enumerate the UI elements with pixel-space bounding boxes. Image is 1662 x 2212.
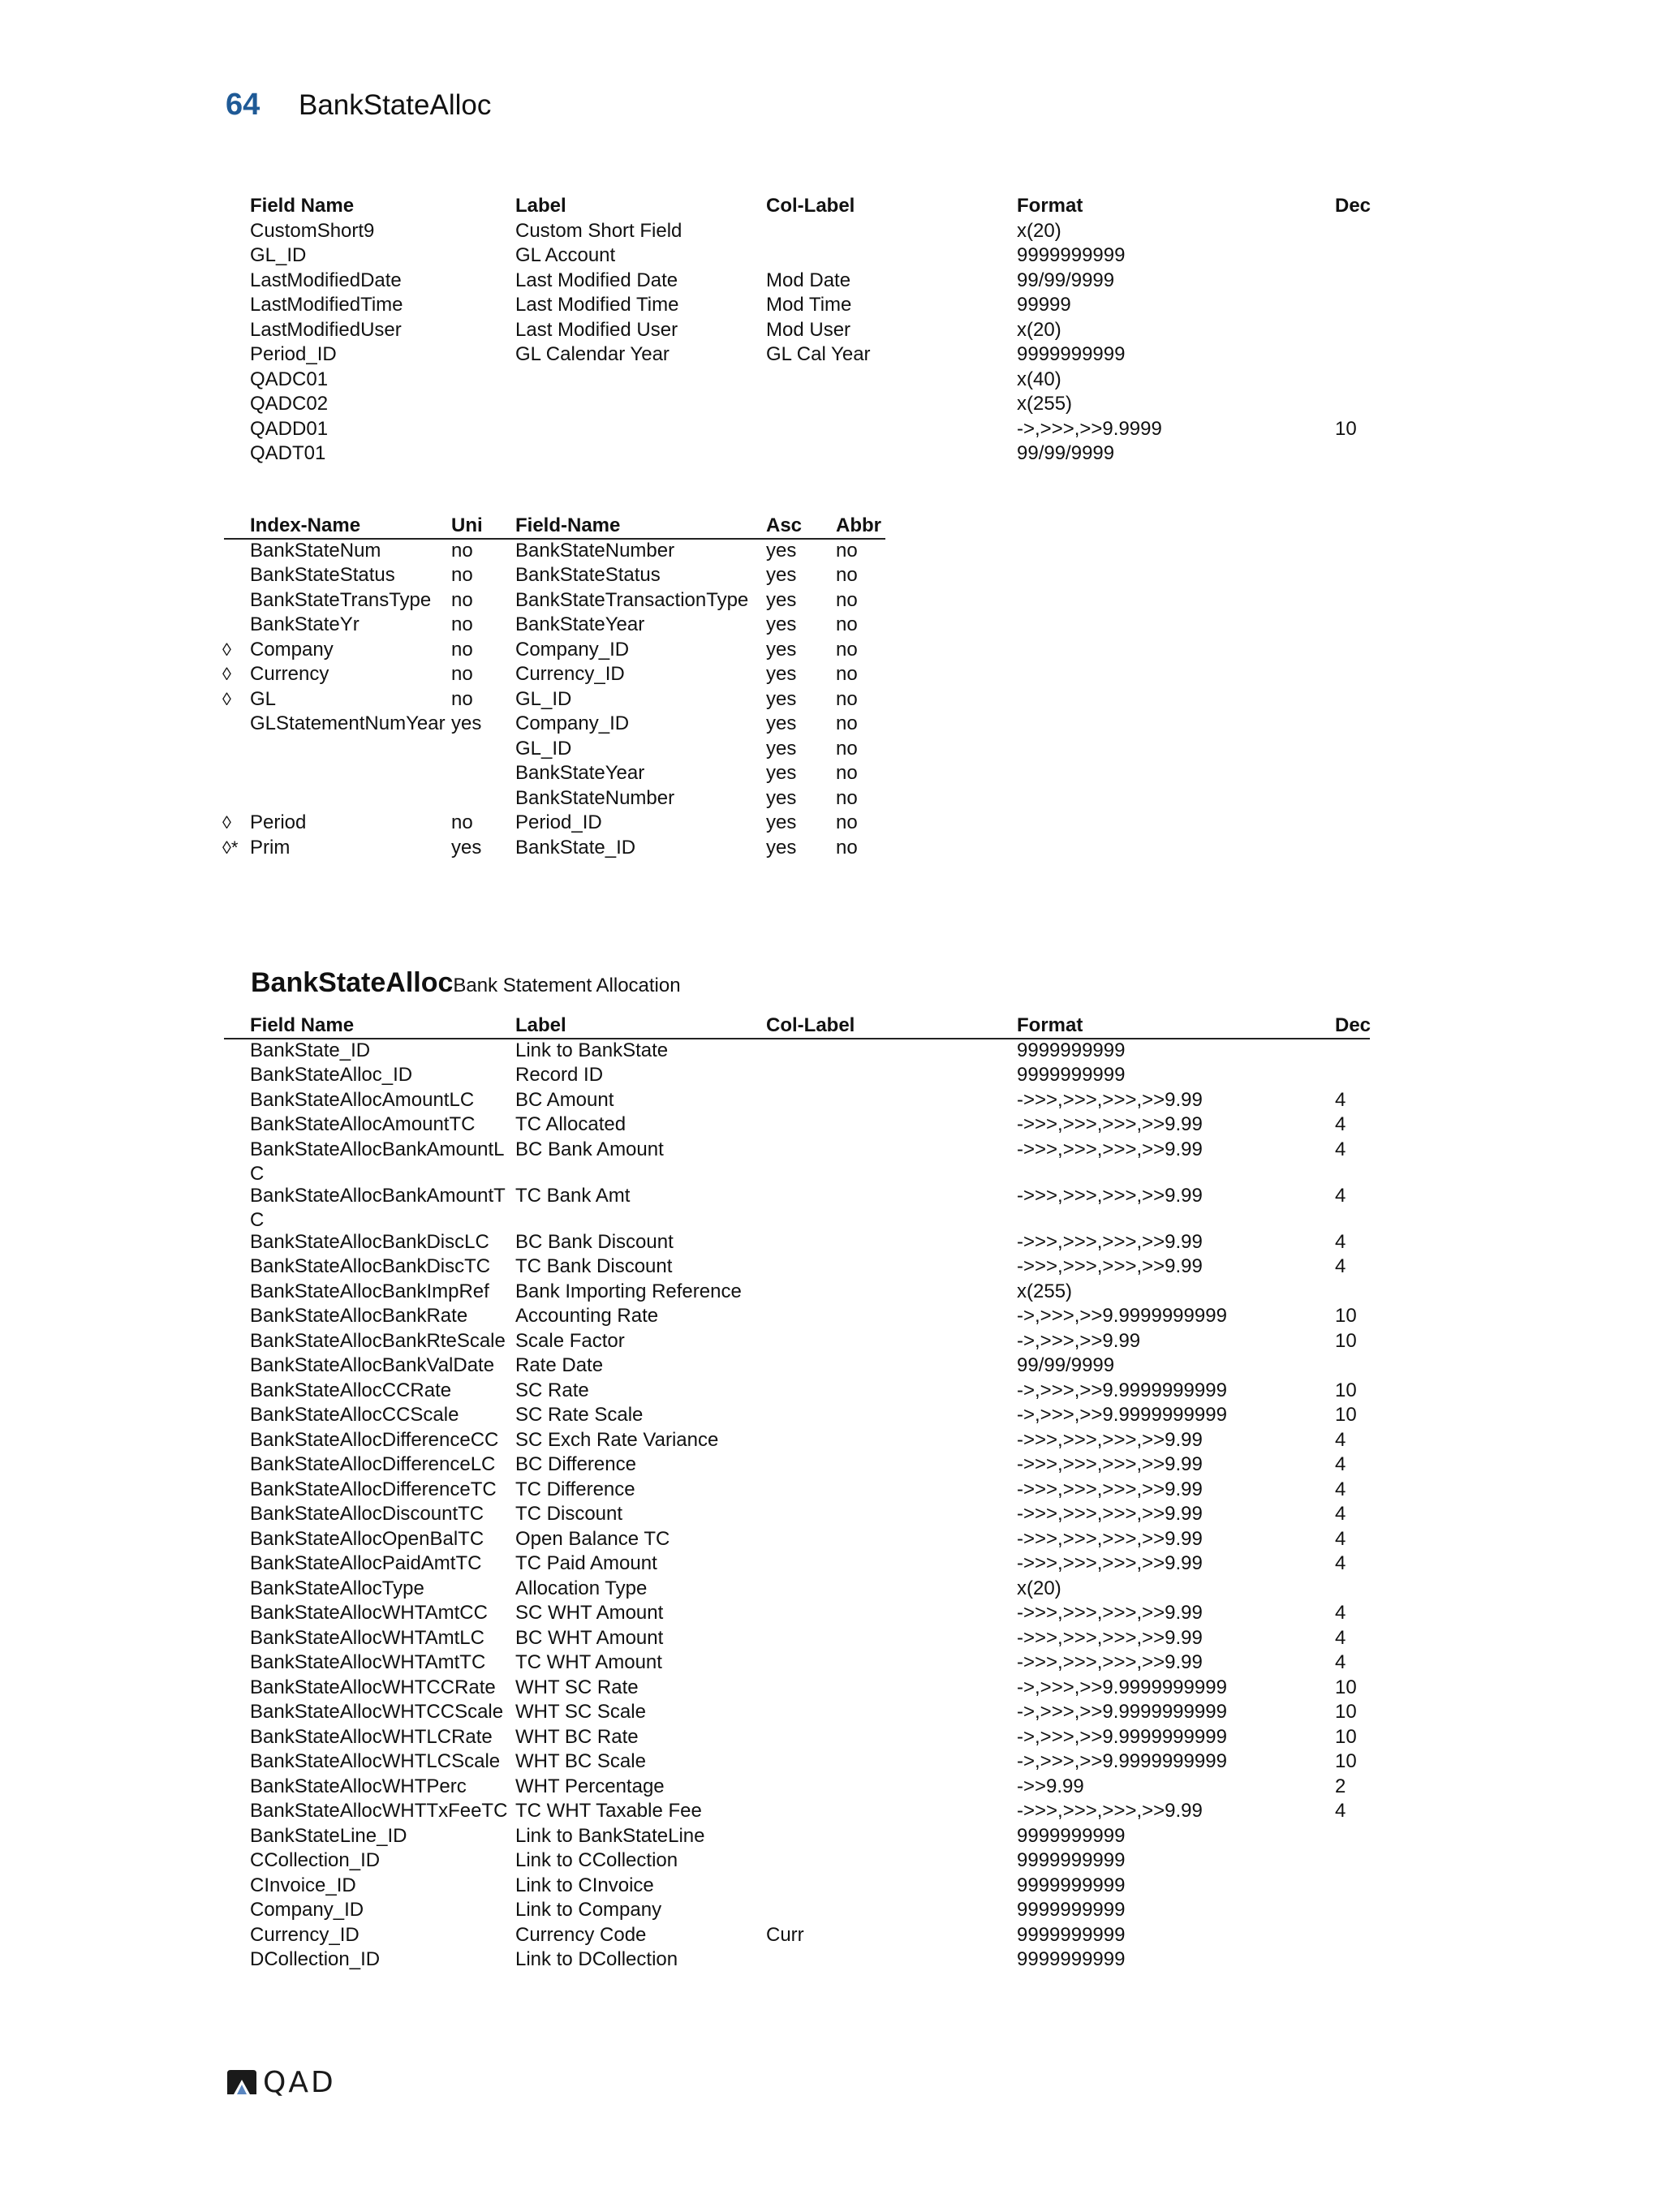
column-header: Field Name [250,1014,355,1036]
field-format: ->>>,>>>,>>>,>>9.99 [1017,1626,1203,1649]
field-format: 99/99/9999 [1017,269,1115,291]
field-name: BankStateLine_ID [250,1824,407,1847]
field-name: QADC01 [250,368,329,390]
index-asc: yes [766,638,797,661]
col-label: Mod Date [766,269,851,291]
qad-logo-icon [226,2068,258,2096]
field-dec: 2 [1335,1775,1346,1797]
field-name: Company_ID [250,1899,364,1921]
field-label: Last Modified Date [515,269,678,291]
field-format: ->>>,>>>,>>>,>>9.99 [1017,1552,1203,1574]
index-abbr: no [836,712,858,734]
field-label: Currency Code [515,1923,647,1946]
field-label: Record ID [515,1064,604,1086]
field-format: 9999999999 [1017,1899,1126,1921]
field-format: 99999 [1017,294,1071,316]
field-label: SC Rate [515,1379,589,1401]
field-dec: 10 [1335,1701,1357,1723]
field-format: ->>9.99 [1017,1775,1084,1797]
field-format: ->>>,>>>,>>>,>>9.99 [1017,1800,1203,1822]
field-dec: 4 [1335,1453,1346,1475]
column-header: Label [515,195,566,217]
field-name: BankStateAllocCCScale [250,1404,459,1426]
index-field-name: BankStateYear [515,762,645,784]
field-name: Currency_ID [250,1923,360,1946]
index-abbr: no [836,836,858,859]
col-label: Mod User [766,318,851,341]
field-name: CCollection_ID [250,1849,381,1871]
index-field-name: GL_ID [515,737,572,760]
field-format: ->>>,>>>,>>>,>>9.99 [1017,1478,1203,1500]
field-format: 9999999999 [1017,1824,1126,1847]
field-dec: 4 [1335,1428,1346,1451]
field-format: 9999999999 [1017,1948,1126,1970]
field-name: GL_ID [250,244,307,266]
header-rule [224,1038,1370,1039]
field-label: GL Calendar Year [515,343,670,365]
field-label: SC Exch Rate Variance [515,1428,719,1451]
field-name: BankStateAllocBankAmountLC [250,1138,505,1185]
index-field-name: Company_ID [515,712,630,734]
index-abbr: no [836,638,858,661]
field-format: ->>>,>>>,>>>,>>9.99 [1017,1138,1203,1160]
field-format: ->>>,>>>,>>>,>>9.99 [1017,1602,1203,1624]
field-label: SC Rate Scale [515,1404,644,1426]
field-dec: 10 [1335,1676,1357,1698]
index-unique: yes [451,712,482,734]
field-label: Link to BankStateLine [515,1824,705,1847]
field-format: ->>>,>>>,>>>,>>9.99 [1017,1088,1203,1111]
field-label: Scale Factor [515,1329,625,1352]
index-asc: yes [766,539,797,562]
field-dec: 10 [1335,1379,1357,1401]
field-format: 9999999999 [1017,1064,1126,1086]
field-label: TC Allocated [515,1113,626,1135]
field-format: ->,>>>,>>9.9999999999 [1017,1725,1227,1748]
field-name: BankStateAllocBankValDate [250,1354,495,1376]
field-label: Last Modified Time [515,294,679,316]
field-format: ->,>>>,>>9.99 [1017,1329,1141,1352]
field-name: BankStateAllocOpenBalTC [250,1527,484,1550]
field-name: BankStateAllocDifferenceCC [250,1428,499,1451]
col-label: GL Cal Year [766,343,871,365]
field-format: x(20) [1017,1577,1061,1599]
field-name: LastModifiedTime [250,294,403,316]
index-asc: yes [766,762,797,784]
field-format: ->>>,>>>,>>>,>>9.99 [1017,1230,1203,1253]
field-dec: 10 [1335,1404,1357,1426]
field-format: 9999999999 [1017,244,1126,266]
field-label: Open Balance TC [515,1527,670,1550]
index-asc: yes [766,663,797,685]
index-asc: yes [766,737,797,760]
index-asc: yes [766,588,797,611]
field-name: BankStateAllocPaidAmtTC [250,1552,482,1574]
index-asc: yes [766,687,797,710]
index-unique: no [451,588,473,611]
field-dec: 10 [1335,1305,1357,1327]
column-header: Field Name [250,195,355,217]
field-format: x(255) [1017,393,1073,415]
field-format: ->,>>>,>>9.9999999999 [1017,1676,1227,1698]
field-name: BankStateAllocBankImpRef [250,1280,489,1302]
index-name: Currency [250,663,329,685]
index-abbr: no [836,762,858,784]
field-format: ->>>,>>>,>>>,>>9.99 [1017,1428,1203,1451]
field-label: Link to CInvoice [515,1874,654,1896]
field-name: QADT01 [250,442,326,464]
field-format: x(40) [1017,368,1061,390]
field-label: Link to BankState [515,1039,669,1061]
field-name: LastModifiedUser [250,318,402,341]
column-header: Asc [766,514,803,536]
index-abbr: no [836,737,858,760]
index-marker: ◊ [222,639,231,660]
index-field-name: BankStateTransactionType [515,588,749,611]
index-name: Company [250,638,334,661]
field-label: Link to DCollection [515,1948,678,1970]
index-asc: yes [766,564,797,586]
index-field-name: GL_ID [515,687,572,710]
field-format: x(255) [1017,1280,1073,1302]
column-header: Field-Name [515,514,621,536]
field-label: TC Paid Amount [515,1552,657,1574]
index-field-name: BankStateNumber [515,539,675,562]
field-name: BankState_ID [250,1039,371,1061]
index-asc: yes [766,712,797,734]
field-label: WHT BC Scale [515,1750,646,1772]
index-abbr: no [836,564,858,586]
field-dec: 4 [1335,1478,1346,1500]
index-field-name: Currency_ID [515,663,625,685]
field-dec: 4 [1335,1527,1346,1550]
field-format: ->,>>>,>>9.9999999999 [1017,1701,1227,1723]
page-number: 64 [226,88,260,122]
field-name: BankStateAllocWHTLCScale [250,1750,501,1772]
field-label: TC WHT Amount [515,1651,662,1673]
field-name: BankStateAllocBankDiscTC [250,1255,491,1277]
field-name: BankStateAllocDifferenceLC [250,1453,496,1475]
field-label: Allocation Type [515,1577,648,1599]
field-dec: 4 [1335,1138,1346,1160]
field-name: BankStateAlloc_ID [250,1064,413,1086]
index-abbr: no [836,588,858,611]
field-name: BankStateAllocBankRteScale [250,1329,506,1352]
field-format: ->>>,>>>,>>>,>>9.99 [1017,1113,1203,1135]
column-header: Format [1017,1014,1083,1036]
field-label: TC Bank Amt [515,1184,631,1207]
index-abbr: no [836,663,858,685]
field-dec: 4 [1335,1503,1346,1525]
field-dec: 4 [1335,1602,1346,1624]
field-label: TC Discount [515,1503,623,1525]
field-name: BankStateAllocDifferenceTC [250,1478,497,1500]
field-name: BankStateAllocWHTTxFeeTC [250,1800,508,1822]
footer-logo [226,2065,336,2099]
column-header: Format [1017,195,1083,217]
field-label: Link to CCollection [515,1849,678,1871]
field-format: 9999999999 [1017,1923,1126,1946]
index-unique: no [451,564,473,586]
index-unique: no [451,687,473,710]
field-name: Period_ID [250,343,337,365]
field-label: BC Amount [515,1088,614,1111]
field-format: ->>>,>>>,>>>,>>9.99 [1017,1453,1203,1475]
field-name: QADC02 [250,393,329,415]
index-field-name: BankState_ID [515,836,636,859]
index-name: Prim [250,836,291,859]
section-description: Bank Statement Allocation [453,975,681,996]
index-unique: no [451,811,473,833]
field-name: BankStateAllocWHTAmtCC [250,1602,488,1624]
index-name: BankStateTransType [250,588,432,611]
field-label: WHT Percentage [515,1775,665,1797]
field-name: BankStateAllocAmountTC [250,1113,476,1135]
field-dec: 4 [1335,1626,1346,1649]
index-abbr: no [836,687,858,710]
field-dec: 4 [1335,1800,1346,1822]
field-format: 99/99/9999 [1017,1354,1115,1376]
col-label: Curr [766,1923,804,1946]
field-format: ->,>>>,>>9.9999999999 [1017,1379,1227,1401]
column-header: Abbr [836,514,881,536]
column-header: Index-Name [250,514,361,536]
field-label: GL Account [515,244,616,266]
field-name: DCollection_ID [250,1948,381,1970]
field-name: BankStateAllocAmountLC [250,1088,475,1111]
index-unique: no [451,539,473,562]
field-dec: 4 [1335,1255,1346,1277]
field-dec: 10 [1335,1725,1357,1748]
page-title: BankStateAlloc [299,89,492,121]
field-dec: 4 [1335,1651,1346,1673]
field-name: CustomShort9 [250,219,375,242]
field-dec: 10 [1335,1329,1357,1352]
field-label: BC WHT Amount [515,1626,664,1649]
index-asc: yes [766,613,797,635]
field-format: 9999999999 [1017,1874,1126,1896]
field-format: ->,>>>,>>9.9999999999 [1017,1750,1227,1772]
index-unique: no [451,638,473,661]
field-name: BankStateAllocBankAmountTC [250,1184,506,1231]
field-label: BC Bank Amount [515,1138,664,1160]
field-name: BankStateAllocBankDiscLC [250,1230,489,1253]
section-heading [251,967,681,999]
index-abbr: no [836,539,858,562]
field-dec: 4 [1335,1113,1346,1135]
field-name: LastModifiedDate [250,269,402,291]
index-name: BankStateStatus [250,564,395,586]
field-label: TC WHT Taxable Fee [515,1800,702,1822]
index-marker: ◊ [222,688,231,709]
index-abbr: no [836,811,858,833]
field-name: BankStateAllocDiscountTC [250,1503,484,1525]
index-asc: yes [766,786,797,809]
index-field-name: Company_ID [515,638,630,661]
field-label: Rate Date [515,1354,604,1376]
field-label: BC Difference [515,1453,636,1475]
field-name: BankStateAllocWHTAmtLC [250,1626,484,1649]
field-dec: 4 [1335,1230,1346,1253]
field-name: BankStateAllocBankRate [250,1305,468,1327]
qad-logo-text: QAD [263,2065,336,2099]
field-dec: 4 [1335,1184,1346,1207]
column-header: Col-Label [766,1014,855,1036]
field-label: Accounting Rate [515,1305,659,1327]
field-label: BC Bank Discount [515,1230,674,1253]
field-format: ->,>>>,>>9.9999999999 [1017,1305,1227,1327]
index-abbr: no [836,613,858,635]
index-asc: yes [766,836,797,859]
field-format: 99/99/9999 [1017,442,1115,464]
index-field-name: BankStateStatus [515,564,661,586]
field-name: BankStateAllocCCRate [250,1379,452,1401]
field-name: BankStateAllocWHTCCScale [250,1701,504,1723]
field-dec: 10 [1335,417,1357,440]
index-name: Period [250,811,307,833]
col-label: Mod Time [766,294,852,316]
column-header: Uni [451,514,483,536]
field-label: WHT SC Scale [515,1701,646,1723]
field-name: BankStateAllocType [250,1577,424,1599]
field-format: ->,>>>,>>9.9999999999 [1017,1404,1227,1426]
index-name: GL [250,687,277,710]
index-field-name: BankStateNumber [515,786,675,809]
index-unique: yes [451,836,482,859]
field-name: CInvoice_ID [250,1874,356,1896]
field-name: BankStateAllocWHTPerc [250,1775,467,1797]
column-header: Label [515,1014,566,1036]
index-abbr: no [836,786,858,809]
field-format: ->>>,>>>,>>>,>>9.99 [1017,1255,1203,1277]
field-label: Link to Company [515,1899,662,1921]
field-format: x(20) [1017,219,1061,242]
field-dec: 4 [1335,1088,1346,1111]
section-name: BankStateAlloc [251,967,454,998]
field-format: x(20) [1017,318,1061,341]
field-label: TC Difference [515,1478,635,1500]
column-header: Dec [1335,1014,1371,1036]
field-format: ->>>,>>>,>>>,>>9.99 [1017,1503,1203,1525]
index-marker: ◊* [222,837,239,858]
column-header: Dec [1335,195,1371,217]
field-format: 9999999999 [1017,1849,1126,1871]
field-label: TC Bank Discount [515,1255,673,1277]
field-name: BankStateAllocWHTCCRate [250,1676,496,1698]
index-marker: ◊ [222,664,231,684]
field-name: BankStateAllocWHTLCRate [250,1725,493,1748]
field-format: ->>>,>>>,>>>,>>9.99 [1017,1651,1203,1673]
index-field-name: Period_ID [515,811,602,833]
index-field-name: BankStateYear [515,613,645,635]
column-header: Col-Label [766,195,855,217]
index-asc: yes [766,811,797,833]
field-format: 9999999999 [1017,1039,1126,1061]
field-format: 9999999999 [1017,343,1126,365]
index-name: GLStatementNumYear [250,712,446,734]
field-format: ->>>,>>>,>>>,>>9.99 [1017,1527,1203,1550]
field-label: WHT SC Rate [515,1676,639,1698]
field-label: Bank Importing Reference [515,1280,742,1302]
index-name: BankStateNum [250,539,381,562]
field-label: SC WHT Amount [515,1602,664,1624]
field-name: BankStateAllocWHTAmtTC [250,1651,486,1673]
index-name: BankStateYr [250,613,360,635]
field-name: QADD01 [250,417,329,440]
field-format: ->>>,>>>,>>>,>>9.99 [1017,1184,1203,1207]
index-marker: ◊ [222,812,231,833]
field-label: Last Modified User [515,318,678,341]
field-label: Custom Short Field [515,219,682,242]
field-dec: 4 [1335,1552,1346,1574]
index-unique: no [451,613,473,635]
field-dec: 10 [1335,1750,1357,1772]
index-unique: no [451,663,473,685]
field-format: ->,>>>,>>9.9999 [1017,417,1162,440]
field-label: WHT BC Rate [515,1725,639,1748]
